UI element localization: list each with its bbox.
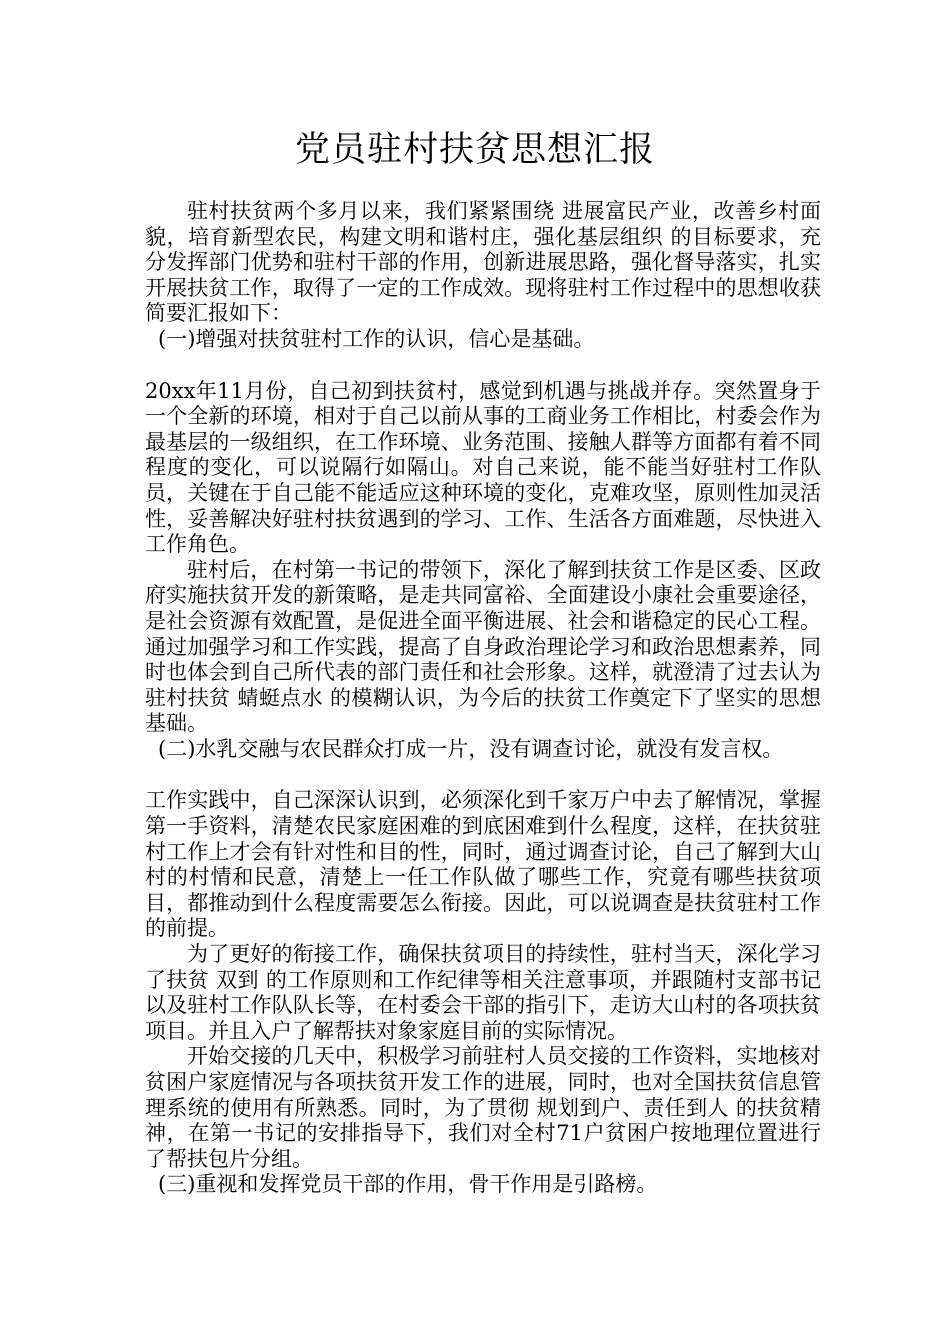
- document-title: 党员驻村扶贫思想汇报: [294, 130, 655, 170]
- blank-line: [145, 762, 821, 788]
- body-paragraph: 开始交接的几天中，积极学习前驻村人员交接的工作资料，实地核对贫困户家庭情况与各项扶贫开发工作的进展，同时，也对全国扶贫信息管理系统的使用有所熟悉。同时，为了贯彻 规划到户、责任到人 的扶贫精神，在第一书记的安排指导下，我们对全村71户贫困户按地理位置进行了帮扶包片分组。: [145, 1044, 821, 1171]
- document-body: [145, 199, 821, 1198]
- section-heading-3: (三)重视和发挥党员干部的作用，骨干作用是引路榜。: [158, 1172, 658, 1197]
- body-paragraph: 20xx年11月份，自己初到扶贫村，感觉到机遇与挑战并存。突然置身于一个全新的环境，相对于自己以前从事的工商业务工作相比，村委会作为最基层的一级组织，在工作环境、业务范围、接触人群等方面都有着不同程度的变化，可以说隔行如隔山。对自己来说，能不能当好驻村工作队员，关键在于自己能不能适应这种环境的变化，克难攻坚，原则性加灵活性，妥善解决好驻村扶贫遇到的学习、工作、生活各方面难题，尽快进入工作角色。: [145, 378, 821, 557]
- intro-paragraph: 驻村扶贫两个多月以来，我们紧紧围绕 进展富民产业，改善乡村面貌，培育新型农民，构建文明和谐村庄，强化基层组织 的目标要求，充分发挥部门优势和驻村干部的作用，创新进展思路，强化督导落实，扎实开展扶贫工作，取得了一定的工作成效。现将驻村工作过程中的思想收获简要汇报如下：: [145, 199, 821, 326]
- body-paragraph: 为了更好的衔接工作，确保扶贫项目的持续性，驻村当天，深化学习了扶贫 双到 的工作原则和工作纪律等相关注意事项，并跟随村支部书记以及驻村工作队队长等，在村委会干部的指引下，走访大山村的各项扶贫项目。并且入户了解帮扶对象家庭目前的实际情况。: [145, 942, 821, 1043]
- body-paragraph: 工作实践中，自己深深认识到，必须深化到千家万户中去了解情况，掌握第一手资料，清楚农民家庭困难的到底困难到什么程度，这样，在扶贫驻村工作上才会有针对性和目的性，同时，通过调查讨论，自己了解到大山村的村情和民意，清楚上一任工作队做了哪些工作，究竟有哪些扶贫项目，都推动到什么程度需要怎么衔接。因此，可以说调查是扶贫驻村工作的前提。: [145, 788, 821, 941]
- blank-line: [145, 353, 821, 379]
- section-heading-1: (一)增强对扶贫驻村工作的认识，信心是基础。: [158, 326, 595, 351]
- section-heading-2: (二)水乳交融与农民群众打成一片，没有调查讨论，就没有发言权。: [158, 736, 784, 761]
- body-paragraph: 驻村后，在村第一书记的带领下，深化了解到扶贫工作是区委、区政府实施扶贫开发的新策略，是走共同富裕、全面建设小康社会重要途径，是社会资源有效配置，是促进全面平衡进展、社会和谐稳定的民心工程。通过加强学习和工作实践，提高了自身政治理论学习和政治思想素养，同时也体会到自己所代表的部门责任和社会形象。这样，就澄清了过去认为驻村扶贫 蜻蜓点水 的模糊认识，为今后的扶贫工作奠定下了坚实的思想基础。: [145, 557, 821, 736]
